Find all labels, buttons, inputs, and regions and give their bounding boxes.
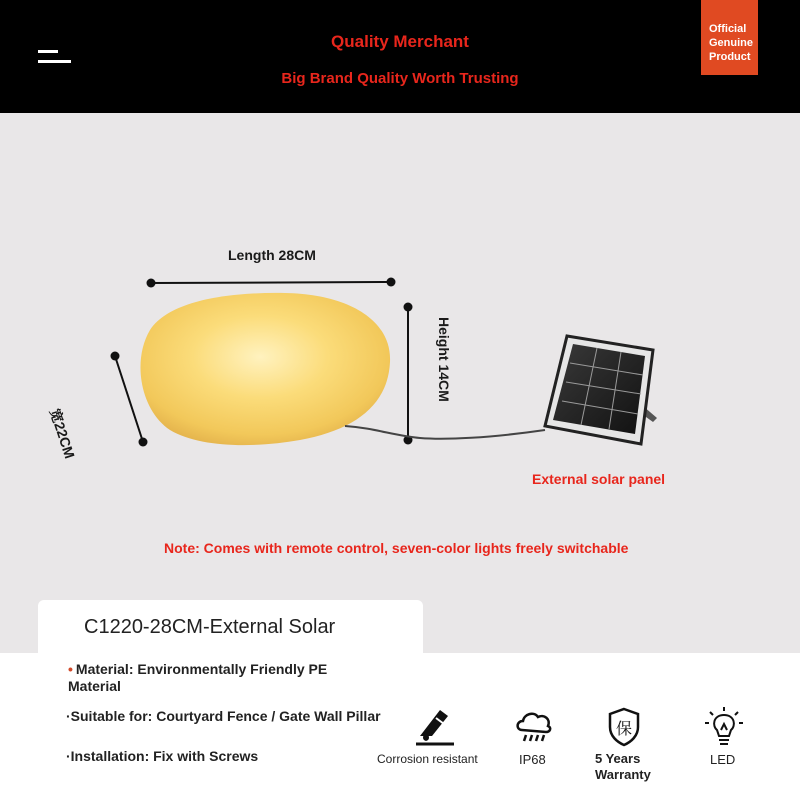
height-label: Height 14CM (436, 317, 452, 402)
bullet-dot: · (66, 748, 71, 764)
spec-text: Suitable for: Courtyard Fence / Gate Wall Pillar (70, 708, 381, 724)
badge-line: Official (709, 23, 747, 35)
model-title: C1220-28CM-External Solar (84, 616, 336, 638)
feature-label: Corrosion resistant (377, 752, 478, 766)
rain-cloud-icon (514, 708, 554, 744)
product-diagram (0, 113, 800, 653)
note-text: Note: Comes with remote control, seven-color lights freely switchable (164, 540, 629, 556)
feature-label: LED (710, 752, 736, 767)
spec-text: Installation: Fix with Screws (70, 748, 259, 764)
spec-installation (66, 748, 366, 765)
badge-line: Genuine (709, 37, 754, 49)
bullet-dot: · (66, 708, 71, 724)
solar-panel (545, 336, 657, 444)
solar-panel-label: External solar panel (532, 471, 666, 487)
header-bar (0, 0, 800, 113)
diagram-drawing (0, 113, 800, 653)
header-subtitle: Big Brand Quality Worth Trusting (281, 70, 519, 87)
length-label: Length 28CM (228, 247, 316, 263)
badge-line: Product (709, 51, 751, 63)
corrosion-icon (414, 706, 456, 748)
header-title: Quality Merchant (331, 32, 469, 51)
width-label: 宽22CM (46, 406, 78, 461)
warranty-glyph: 保 (615, 719, 633, 738)
warranty-shield-icon (607, 707, 641, 747)
light-bulb-icon (704, 706, 744, 748)
spec-text: Material: Environmentally Friendly PE Material (68, 661, 328, 694)
official-badge (701, 0, 758, 75)
stone-lamp (140, 293, 390, 445)
spec-suitable (66, 708, 406, 725)
feature-label: 5 Years Warranty (595, 751, 651, 782)
bullet-dot: • (68, 661, 73, 677)
spec-material (68, 661, 368, 695)
model-card (38, 600, 423, 656)
feature-label: IP68 (519, 752, 546, 767)
